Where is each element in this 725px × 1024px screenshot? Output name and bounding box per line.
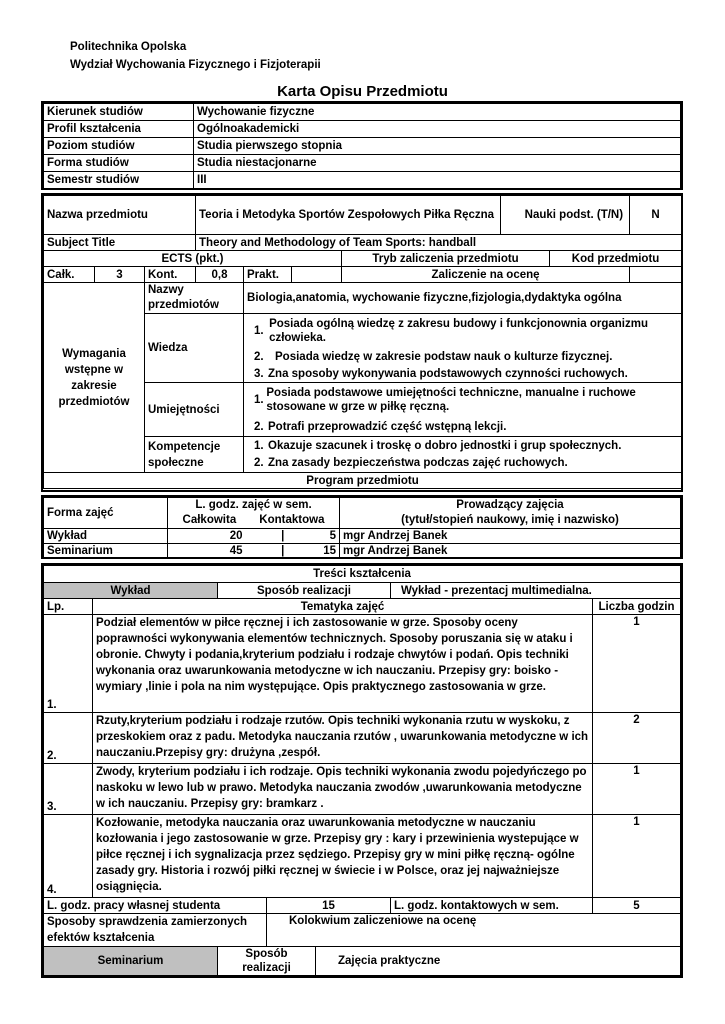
info-value: Studia pierwszego stopnia: [194, 138, 681, 155]
tresci-title: Treści kształcenia: [44, 566, 681, 583]
info-value: III: [194, 172, 681, 189]
sposob-label: Sposób realizacji: [218, 583, 391, 599]
info-label: Forma studiów: [44, 155, 194, 172]
forma-row-hours: [168, 544, 340, 559]
hours-value: 1: [592, 815, 680, 898]
info-value: Wychowanie fizyczne: [194, 104, 681, 121]
kontaktowe-value: 5: [592, 898, 680, 914]
subject-title-value: Theory and Methodology of Team Sports: handball: [196, 235, 682, 251]
wlasna-value: 15: [267, 898, 391, 914]
prakt-value: [292, 267, 342, 283]
tematyka-label: Tematyka zajęć: [93, 599, 593, 615]
calk-hours: 45: [229, 545, 243, 557]
info-value: Ogólnoakademicki: [194, 121, 681, 138]
tryb-label: Tryb zaliczenia przedmiotu: [342, 251, 550, 267]
wiedza-item-3: [244, 366, 682, 383]
forma-row-teacher: mgr Andrzej Banek: [340, 544, 681, 559]
zaliczenie-value: Zaliczenie na ocenę: [342, 267, 630, 283]
tematyka-text: Zwody, kryterium podziału i ich rodzaje. Opis techniki wykonania zwodu pojedyńczego po naskoku w lewo lub w prawo. Metodyka nauczania zwodów ,uwarunkowania metodyczne w ich nauczaniu. Przepisy gry: bramkarz .: [93, 764, 593, 815]
kompetencje-label: Kompetencje społeczne: [145, 437, 244, 473]
kompetencje-item-1: [244, 437, 682, 455]
hours-value: 1: [592, 615, 680, 713]
sem-sposob-value: Zajęcia praktyczne: [316, 947, 681, 976]
university-name: Politechnika Opolska: [70, 41, 187, 53]
info-label: Kierunek studiów: [44, 104, 194, 121]
info-label: Poziom studiów: [44, 138, 194, 155]
seminarium-label: Seminarium: [44, 947, 218, 976]
forma-label: Forma zajęć: [44, 498, 168, 529]
kontaktowe-label: L. godz. kontaktowych w sem.: [391, 898, 593, 914]
subject-name-value: Teoria i Metodyka Sportów Zespołowych Piłka Ręczna: [196, 196, 501, 235]
wlasna-label: L. godz. pracy własnej studenta: [44, 898, 267, 914]
prowadzacy-header: [340, 498, 681, 529]
hours-separator: |: [281, 530, 285, 542]
umiejetnosci-label: Umiejętności: [145, 383, 244, 437]
godz-header: [168, 498, 340, 529]
calk-label: Całk.: [44, 267, 95, 283]
tresci-table: [41, 563, 683, 978]
wiedza-text: Posiada ogólną wiedzę z zakresu budowy i funkcjonownia organizmu człowieka.: [269, 317, 648, 344]
kod-label: Kod przedmiotu: [550, 251, 682, 267]
tematyka-text: Kozłowanie, metodyka nauczania oraz uwarunkowania metodyczne w nauczaniu kozłowania i jego zastosowanie w grze. Przepisy gry : kary i przewinienia wystepujące w piłce ręcznej i ich sygnalizacja przez sędziego. Przepisy gry w mini piłkę ręczną- ogólne zasady gry. Historia i rozwój piłki ręcznej w świecie i w Polsce, oraz jej najważniejsze osiągnięcia.: [93, 815, 593, 898]
kont-hours: 5: [329, 530, 337, 542]
wyklad-label: Wykład: [44, 583, 218, 599]
umiejetnosci-item-2: [244, 418, 682, 437]
kont-label: Kont.: [145, 267, 196, 283]
prowadzacy-sub: (tytuł/stopień naukowy, imię i nazwisko): [401, 514, 619, 526]
program-title: Program przedmiotu: [44, 473, 682, 489]
wiedza-num: 1.: [254, 324, 264, 337]
lp-value: 3.: [44, 764, 93, 815]
umiejetnosci-item-1: [244, 383, 682, 418]
calk-value: 3: [95, 267, 145, 283]
wiedza-text: Posiada wiedzę w zakresie podstaw nauk o kulturze fizycznej.: [275, 350, 613, 363]
hours-separator: |: [281, 545, 285, 557]
umiejetnosci-num: 1.: [254, 394, 264, 407]
wiedza-text: Zna sposoby wykonywania podstawowych czynności ruchowych.: [268, 367, 628, 380]
forma-row-hours: [168, 529, 340, 544]
requirements-label: Wymagania wstępne w zakresie przedmiotów: [44, 283, 145, 473]
kontaktowa-label: Kontaktowa: [259, 514, 325, 526]
tematyka-text: Rzuty,kryterium podziału i rodzaje rzutów. Opis techniki wykonania rzutu w wyskoku, z przeskokiem oraz z padu. Metodyka nauczania rzutów , uwarunkowania metodyczne w ich nauczaniu.Przepisy gry: drużyna ,zespół.: [93, 713, 593, 764]
subject-title-label: Subject Title: [44, 235, 196, 251]
kompetencje-text: Okazuje szacunek i troskę o dobro jednostki i grup społecznych.: [268, 439, 622, 452]
prakt-label: Prakt.: [244, 267, 292, 283]
calkowita-label: Całkowita: [182, 514, 237, 526]
tematyka-text: Podział elementów w piłce ręcznej i ich zastosowanie w grze. Sposoby oceny poprawności wykonywania elementów technicznych. Sposoby poruszania się w ataku i obronie. Chwyty i podania,kryterium podziału i rodzaje chwytów i podań. Opis techniki wykonania oraz uwarunkowania metodyczne w ich nauczaniu. Przepisy gry: boisko - wymiary ,linie i pola na nim występujące. Opis praktycznego zastosowania w grze.: [93, 615, 593, 713]
lp-value: 1.: [44, 615, 93, 713]
study-info-table: [41, 101, 683, 190]
ects-label: ECTS (pkt.): [44, 251, 342, 267]
umiejetnosci-text: Posiada podstawowe umiejętności techniczne, manualne i ruchowe stosowane w grze w piłkę ręczną.: [266, 387, 636, 414]
kompetencje-item-2: [244, 455, 682, 473]
page-title: Karta Opisu Przedmiotu: [277, 83, 448, 100]
forma-zajec-table: [41, 495, 683, 559]
sem-sposob-label: Sposób realizacji: [218, 947, 316, 976]
forma-row-label: Wykład: [44, 529, 168, 544]
nauki-label: Nauki podst. (T/N): [501, 196, 630, 235]
info-value: Studia niestacjonarne: [194, 155, 681, 172]
subject-table: [41, 193, 683, 492]
forma-row-label: Seminarium: [44, 544, 168, 559]
kont-hours: 15: [323, 545, 337, 557]
wiedza-item-1: [244, 314, 682, 348]
nauki-value: N: [630, 196, 682, 235]
nazwy-value: Biologia,anatomia, wychowanie fizyczne,fizjologia,dydaktyka ogólna: [244, 283, 682, 314]
sposoby-value: Kolokwium zaliczeniowe na ocenę: [267, 914, 681, 947]
lp-label: Lp.: [44, 599, 93, 615]
kompetencje-num: 1.: [254, 439, 264, 452]
hours-value: 2: [592, 713, 680, 764]
lp-value: 4.: [44, 815, 93, 898]
faculty-name: Wydział Wychowania Fizycznego i Fizjoterapii: [70, 59, 321, 71]
calk-hours: 20: [229, 530, 243, 542]
umiejetnosci-num: 2.: [254, 420, 264, 433]
info-label: Profil kształcenia: [44, 121, 194, 138]
info-label: Semestr studiów: [44, 172, 194, 189]
lp-value: 2.: [44, 713, 93, 764]
wiedza-num: 2.: [254, 350, 264, 363]
subject-name-label: Nazwa przedmiotu: [44, 196, 196, 235]
wiedza-num: 3.: [254, 367, 264, 380]
wiedza-label: Wiedza: [145, 314, 244, 383]
sposob-value: Wykład - prezentacj multimedialna.: [391, 583, 681, 599]
kont-value: 0,8: [196, 267, 244, 283]
godz-label: L. godz. zajęć w sem.: [195, 499, 312, 511]
nazwy-label: Nazwy przedmiotów: [145, 283, 244, 314]
forma-row-teacher: mgr Andrzej Banek: [340, 529, 681, 544]
prowadzacy-label: Prowadzący zajęcia: [456, 499, 564, 511]
kod-value: [630, 267, 682, 283]
wiedza-item-2: [244, 348, 682, 366]
umiejetnosci-text: Potrafi przeprowadzić część wstępną lekcji.: [268, 420, 507, 433]
kompetencje-text: Zna zasady bezpieczeństwa podczas zajęć ruchowych.: [268, 457, 568, 470]
liczba-label: Liczba godzin: [592, 599, 680, 615]
kompetencje-num: 2.: [254, 457, 264, 470]
sposoby-label: Sposoby sprawdzenia zamierzonych efektów kształcenia: [44, 914, 267, 947]
hours-value: 1: [592, 764, 680, 815]
